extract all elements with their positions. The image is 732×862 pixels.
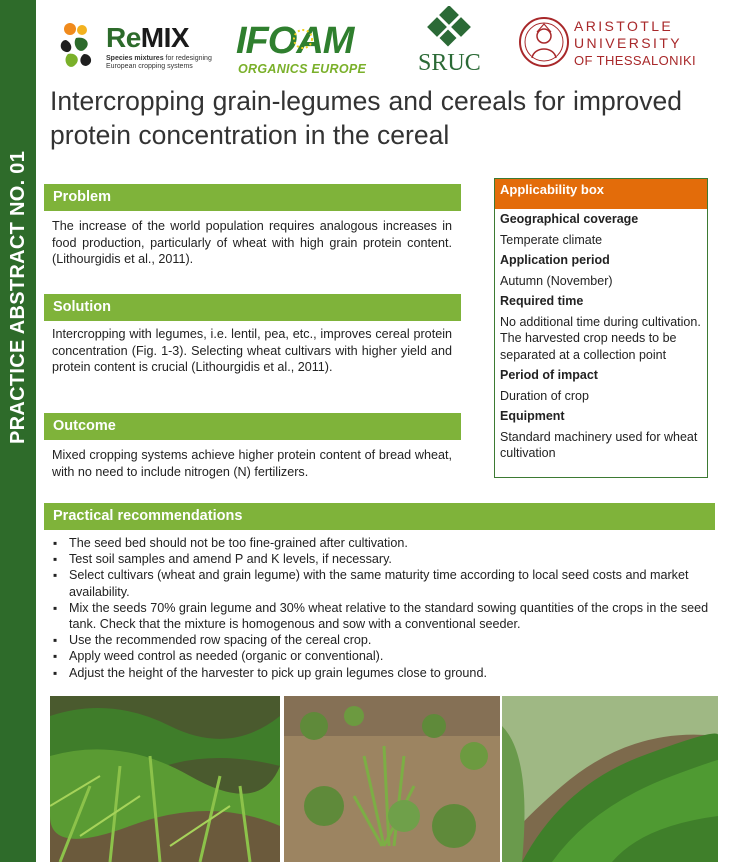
crop-photo-2 [284, 696, 500, 862]
ifoam-logo [236, 18, 376, 80]
app-value-period-of-impact: Duration of crop [500, 388, 589, 403]
problem-heading: Problem [44, 184, 461, 211]
app-label-required-time: Required time [500, 294, 584, 308]
list-item: ▪ Adjust the height of the harvester to pick up grain legumes close to ground. [50, 665, 712, 681]
app-label-geographical: Geographical coverage [500, 212, 639, 226]
app-value-equipment: Standard machinery used for wheat cultivation [500, 429, 698, 460]
list-item: ▪ Use the recommended row spacing of the cereal crop. [50, 632, 712, 648]
solution-text: Intercropping with legumes, i.e. lentil, pea, etc., improves cereal protein concentration (Fig. 1-3). Selecting wheat cultivars with higher yield and protein content is crucial (Lithourgidis et al., 2011). [52, 327, 452, 374]
ifoam-name: IFOAM [236, 20, 354, 62]
sidebar-band [0, 0, 36, 862]
auth-name: ARISTOTLE UNIVERSITY OF THESSALONIKI [574, 18, 697, 68]
crop-photo-3 [502, 696, 718, 862]
list-item: ▪ Select cultivars (wheat and grain legume) with the same maturity time according to local seed costs and market availability. [50, 567, 712, 599]
list-item: ▪ Test soil samples and amend P and K levels, if necessary. [50, 551, 712, 567]
list-item: ▪ The seed bed should not be too fine-grained after cultivation. [50, 535, 712, 551]
solution-heading: Solution [44, 294, 461, 321]
app-value-geographical: Temperate climate [500, 232, 603, 247]
outcome-text: Mixed cropping systems achieve higher protein content of bread wheat, with no need to include nitrogen (N) fertilizers. [52, 448, 452, 479]
remix-logo [58, 18, 212, 76]
app-label-period-of-impact: Period of impact [500, 368, 598, 382]
eu-stars-icon [290, 28, 316, 50]
auth-seal-icon [518, 14, 570, 70]
app-value-application-period: Autumn (November) [500, 273, 613, 288]
recommendations-list [50, 535, 712, 681]
sruc-logo [414, 6, 484, 78]
problem-text: The increase of the world population requires analogous increases in food production, particularly of wheat with high grain protein content. (Lithourgidis et al., 2011). [52, 219, 452, 266]
auth-logo [518, 14, 708, 74]
page-title: Intercropping grain-legumes and cereals for improved protein concentration in the cereal [50, 86, 682, 150]
remix-tagline: Species mixtures for redesigning European cropping systems [106, 55, 212, 70]
remix-leaf-icon [58, 18, 102, 70]
outcome-heading: Outcome [44, 413, 461, 440]
sruc-name: SRUC [418, 50, 481, 76]
applicability-box [494, 178, 708, 478]
list-item: ▪ Apply weed control as needed (organic or conventional). [50, 648, 712, 664]
crop-photo-1 [50, 696, 280, 862]
recommendations-heading: Practical recommendations [44, 503, 715, 530]
remix-name: ReMIX [106, 22, 190, 53]
practice-abstract-label: PRACTICE ABSTRACT NO. 01 [7, 150, 29, 444]
ifoam-subtitle: ORGANICS EUROPE [238, 62, 367, 76]
list-item: ▪ Mix the seeds 70% grain legume and 30% wheat relative to the standard sowing quantities of the crops in the seed tank. Check that the mixture is homogenous and sow with a conventional seeder. [50, 600, 712, 632]
app-value-required-time: No additional time during cultivation. The harvested crop needs to be separated at a collection point [500, 314, 701, 362]
app-label-equipment: Equipment [500, 409, 565, 423]
sruc-diamond-icon [420, 6, 480, 50]
applicability-heading: Applicability box [495, 179, 707, 209]
app-label-application-period: Application period [500, 253, 610, 267]
